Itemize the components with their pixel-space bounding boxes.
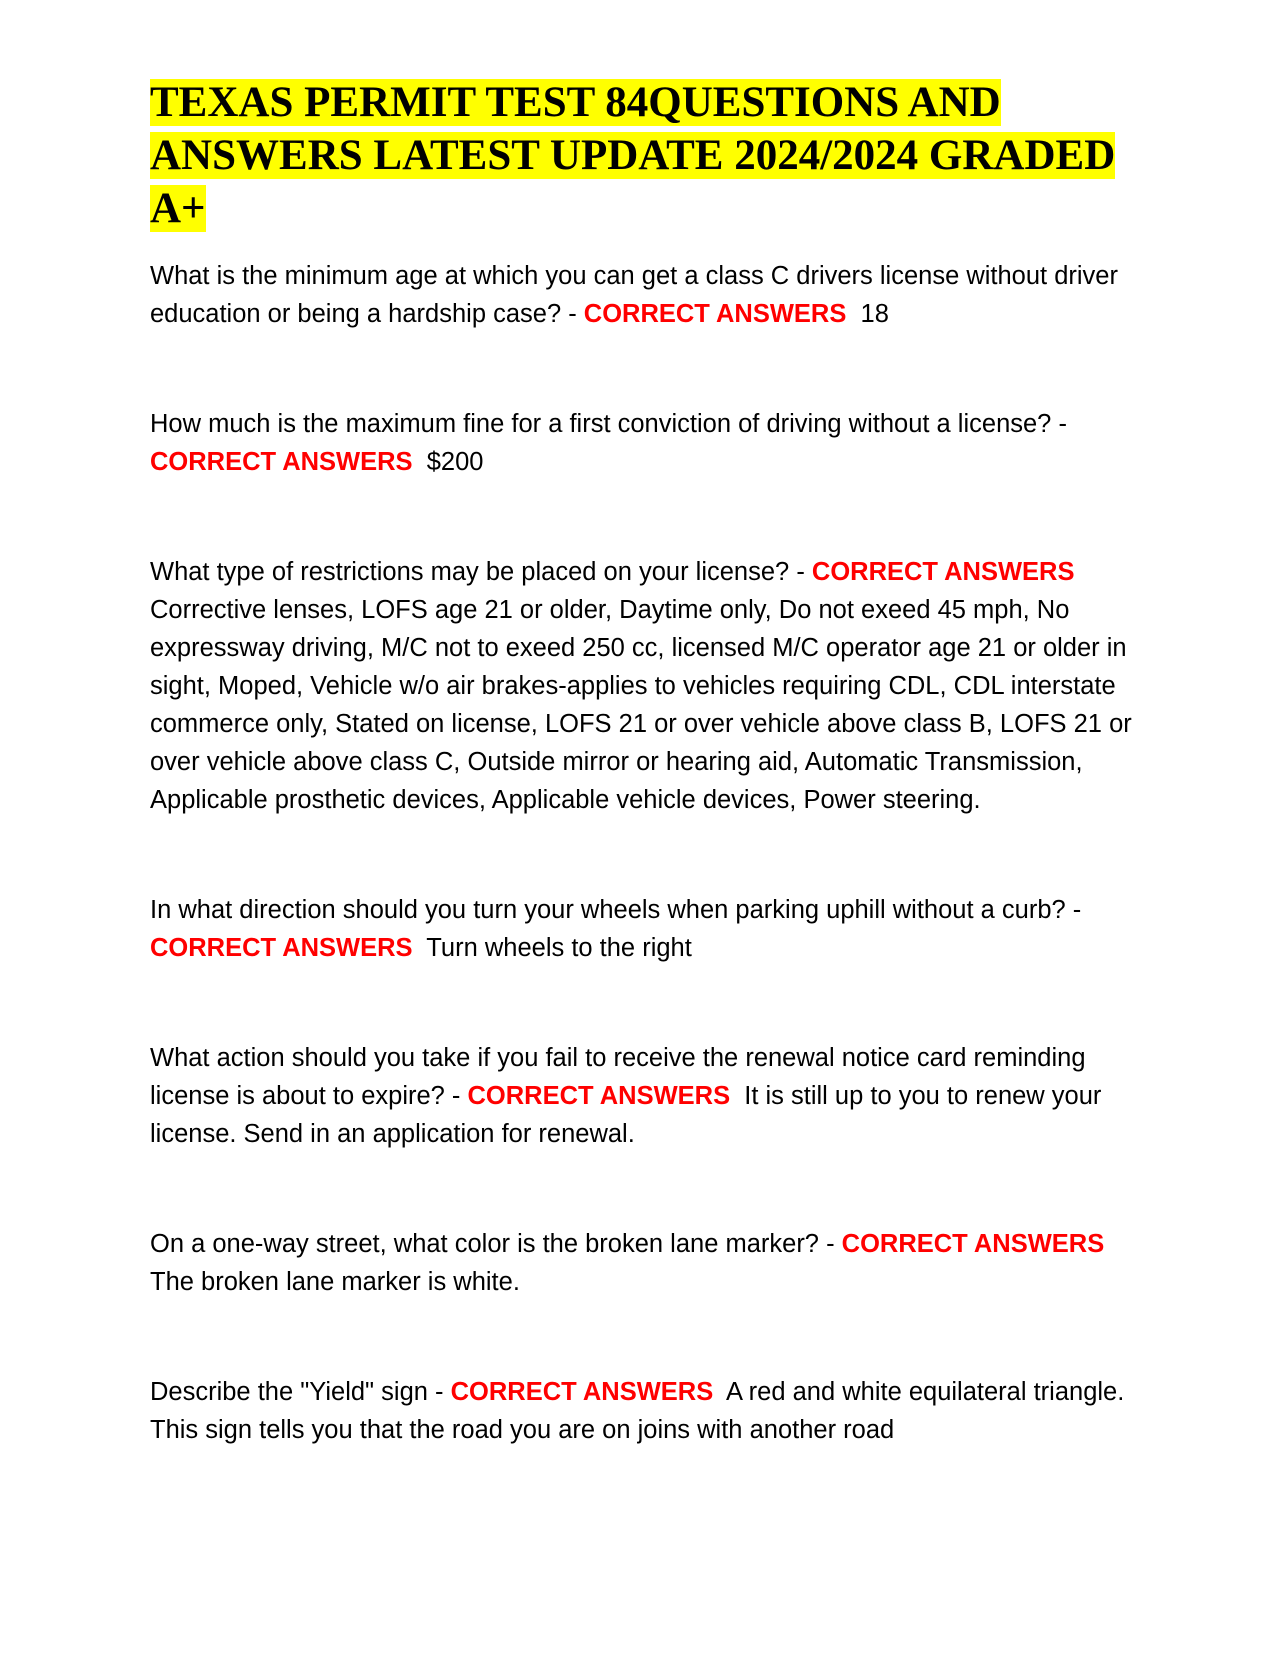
- answer-label: CORRECT ANSWERS: [467, 1082, 731, 1110]
- answer-label: CORRECT ANSWERS: [811, 558, 1075, 586]
- qa-item: [150, 405, 1140, 481]
- answer-text: The broken lane marker is white.: [150, 1268, 520, 1296]
- answer-text: $200: [426, 448, 484, 476]
- answer-label: CORRECT ANSWERS: [450, 1378, 714, 1406]
- answer-label: CORRECT ANSWERS: [150, 934, 413, 962]
- document-title: [150, 76, 1140, 235]
- answer-label: CORRECT ANSWERS: [583, 300, 847, 328]
- question-text: How much is the maximum fine for a first conviction of driving without a license? -: [150, 410, 1067, 438]
- document-title-text: TEXAS PERMIT TEST 84QUESTIONS AND ANSWERS LATEST UPDATE 2024/2024 GRADED A+: [150, 79, 1116, 232]
- answer-text: Corrective lenses, LOFS age 21 or older, Daytime only, Do not exeed 45 mph, No expressway driving, M/C not to exeed 250 cc, licensed M/C operator age 21 or older in sight, Moped, Vehicle w/o air brakes-applies to vehicles requiring CDL, CDL interstate commerce only, Stated on license, LOFS 21 or over vehicle above class B, LOFS 21 or over vehicle above class C, Outside mirror or hearing aid, Automatic Transmission, Applicable prosthetic devices, Applicable vehicle devices, Power steering.: [150, 596, 1132, 814]
- question-text: On a one-way street, what color is the broken lane marker? -: [150, 1230, 835, 1258]
- answer-text: It is still up to you to renew your license. Send in an application for renewal.: [150, 1082, 1102, 1148]
- qa-item: [150, 1225, 1140, 1301]
- question-text: What is the minimum age at which you can get a class C drivers license without driver education or being a hardship case? -: [150, 262, 1118, 328]
- qa-item: [150, 891, 1140, 967]
- answer-text: Turn wheels to the right: [426, 934, 692, 962]
- qa-item: [150, 1373, 1140, 1449]
- qa-item: [150, 1039, 1140, 1153]
- answer-text: A red and white equilateral triangle. This sign tells you that the road you are on joins with another road: [150, 1378, 1125, 1444]
- answer-text: 18: [860, 300, 889, 328]
- question-text: What action should you take if you fail to receive the renewal notice card reminding license is about to expire? -: [150, 1044, 1086, 1110]
- question-text: In what direction should you turn your wheels when parking uphill without a curb? -: [150, 896, 1082, 924]
- qa-item: [150, 257, 1140, 333]
- document-page: [150, 76, 1140, 1521]
- question-text: What type of restrictions may be placed on your license? -: [150, 558, 805, 586]
- qa-item: [150, 553, 1140, 819]
- question-text: Describe the "Yield" sign -: [150, 1378, 444, 1406]
- answer-label: CORRECT ANSWERS: [150, 448, 413, 476]
- answer-label: CORRECT ANSWERS: [841, 1230, 1105, 1258]
